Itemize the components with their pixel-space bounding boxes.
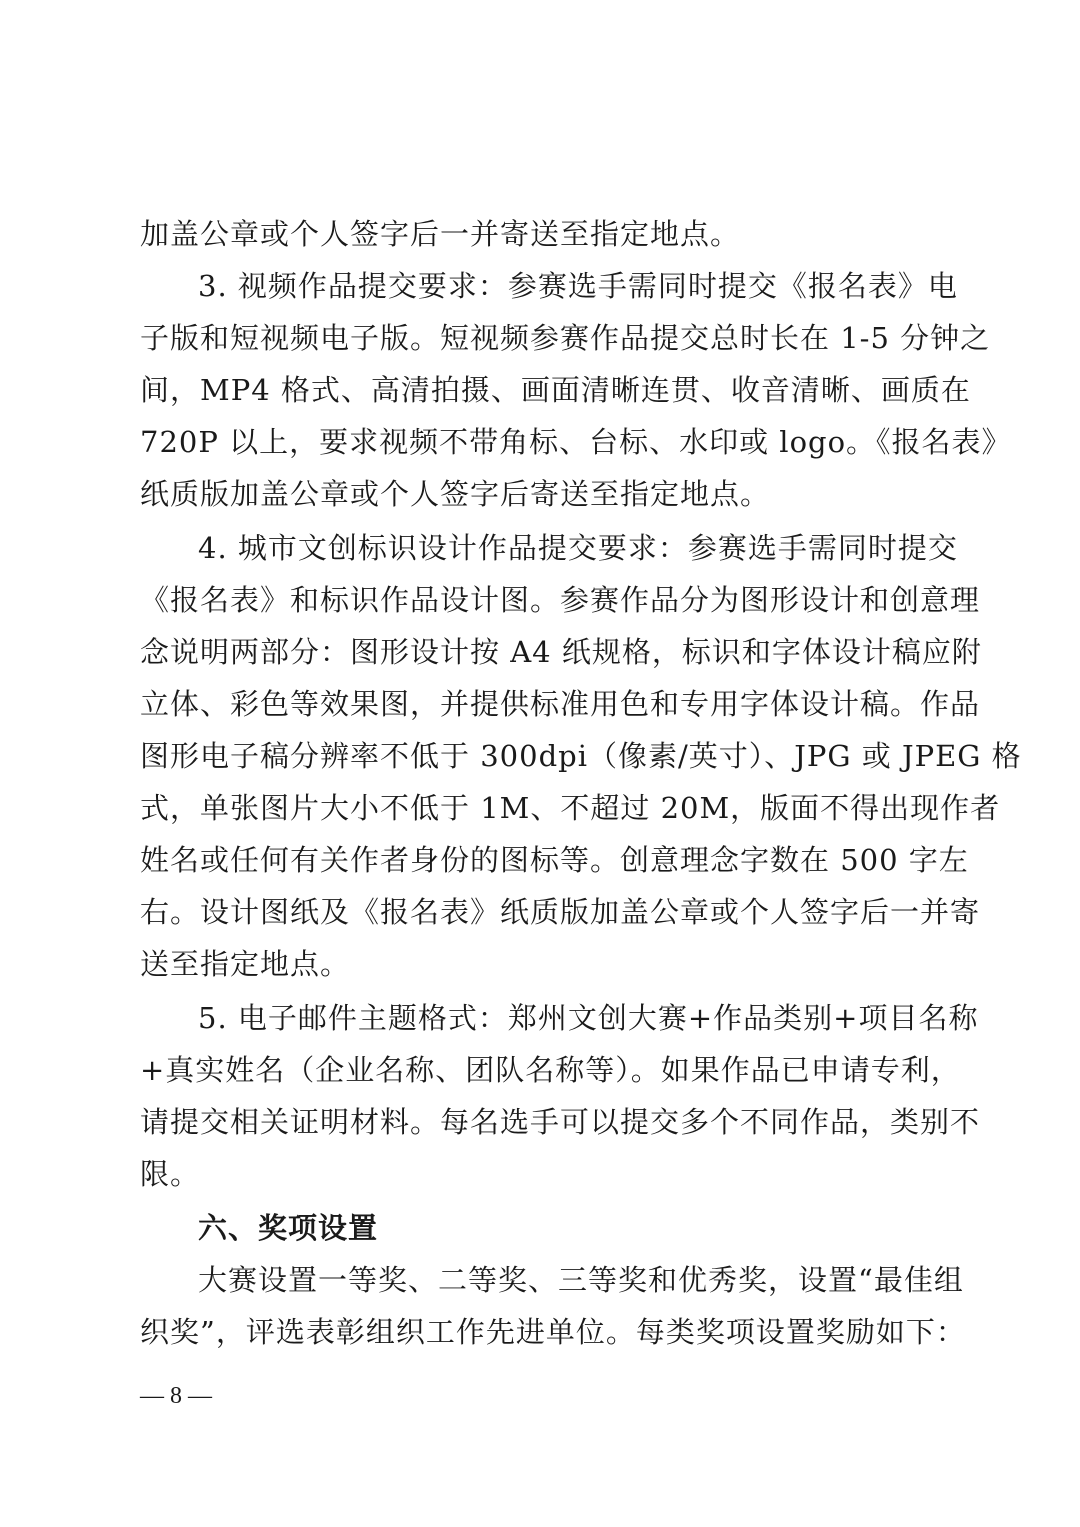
text-line: 间，MP4 格式、高清拍摄、画面清晰连贯、收音清晰、画质在 (140, 373, 971, 407)
text-line: 送至指定地点。 (140, 947, 351, 981)
text-line: 子版和短视频电子版。短视频参赛作品提交总时长在 1-5 分钟之 (140, 321, 991, 355)
text-line: 720P 以上，要求视频不带角标、台标、水印或 logo。《报名表》 (140, 425, 1012, 459)
text-line: 右。设计图纸及《报名表》纸质版加盖公章或个人签字后一并寄 (140, 895, 981, 929)
text-line: 念说明两部分：图形设计按 A4 纸规格，标识和字体设计稿应附 (140, 635, 982, 669)
text-line: 限。 (140, 1157, 201, 1191)
item-3-first-line: 3. 视频作品提交要求：参赛选手需同时提交《报名表》电 (198, 269, 958, 303)
text-line: 加盖公章或个人签字后一并寄送至指定地点。 (140, 217, 741, 251)
text-line: 织奖”，评选表彰组织工作先进单位。每类奖项设置奖励如下： (140, 1315, 966, 1349)
text-line: 式，单张图片大小不低于 1M、不超过 20M，版面不得出现作者 (140, 791, 1001, 825)
section-heading: 六、奖项设置 (198, 1211, 379, 1245)
text-line: 姓名或任何有关作者身份的图标等。创意理念字数在 500 字左 (140, 843, 969, 877)
text-line: 请提交相关证明材料。每名选手可以提交多个不同作品，类别不 (140, 1105, 981, 1139)
text-line: +真实姓名（企业名称、团队名称等）。如果作品已申请专利， (140, 1053, 961, 1087)
item-5-first-line: 5. 电子邮件主题格式：郑州文创大赛+作品类别+项目名称 (198, 1001, 979, 1035)
text-line: 图形电子稿分辨率不低于 300dpi（像素/英寸）、JPG 或 JPEG 格 (140, 739, 1022, 773)
awards-first-line: 大赛设置一等奖、二等奖、三等奖和优秀奖，设置“最佳组 (198, 1263, 964, 1297)
text-line: 立体、彩色等效果图，并提供标准用色和专用字体设计稿。作品 (140, 687, 981, 721)
text-line: 《报名表》和标识作品设计图。参赛作品分为图形设计和创意理 (140, 583, 981, 617)
page-number: — 8 — (140, 1383, 212, 1409)
item-4-first-line: 4. 城市文创标识设计作品提交要求：参赛选手需同时提交 (198, 531, 958, 565)
text-line: 纸质版加盖公章或个人签字后寄送至指定地点。 (140, 477, 771, 511)
